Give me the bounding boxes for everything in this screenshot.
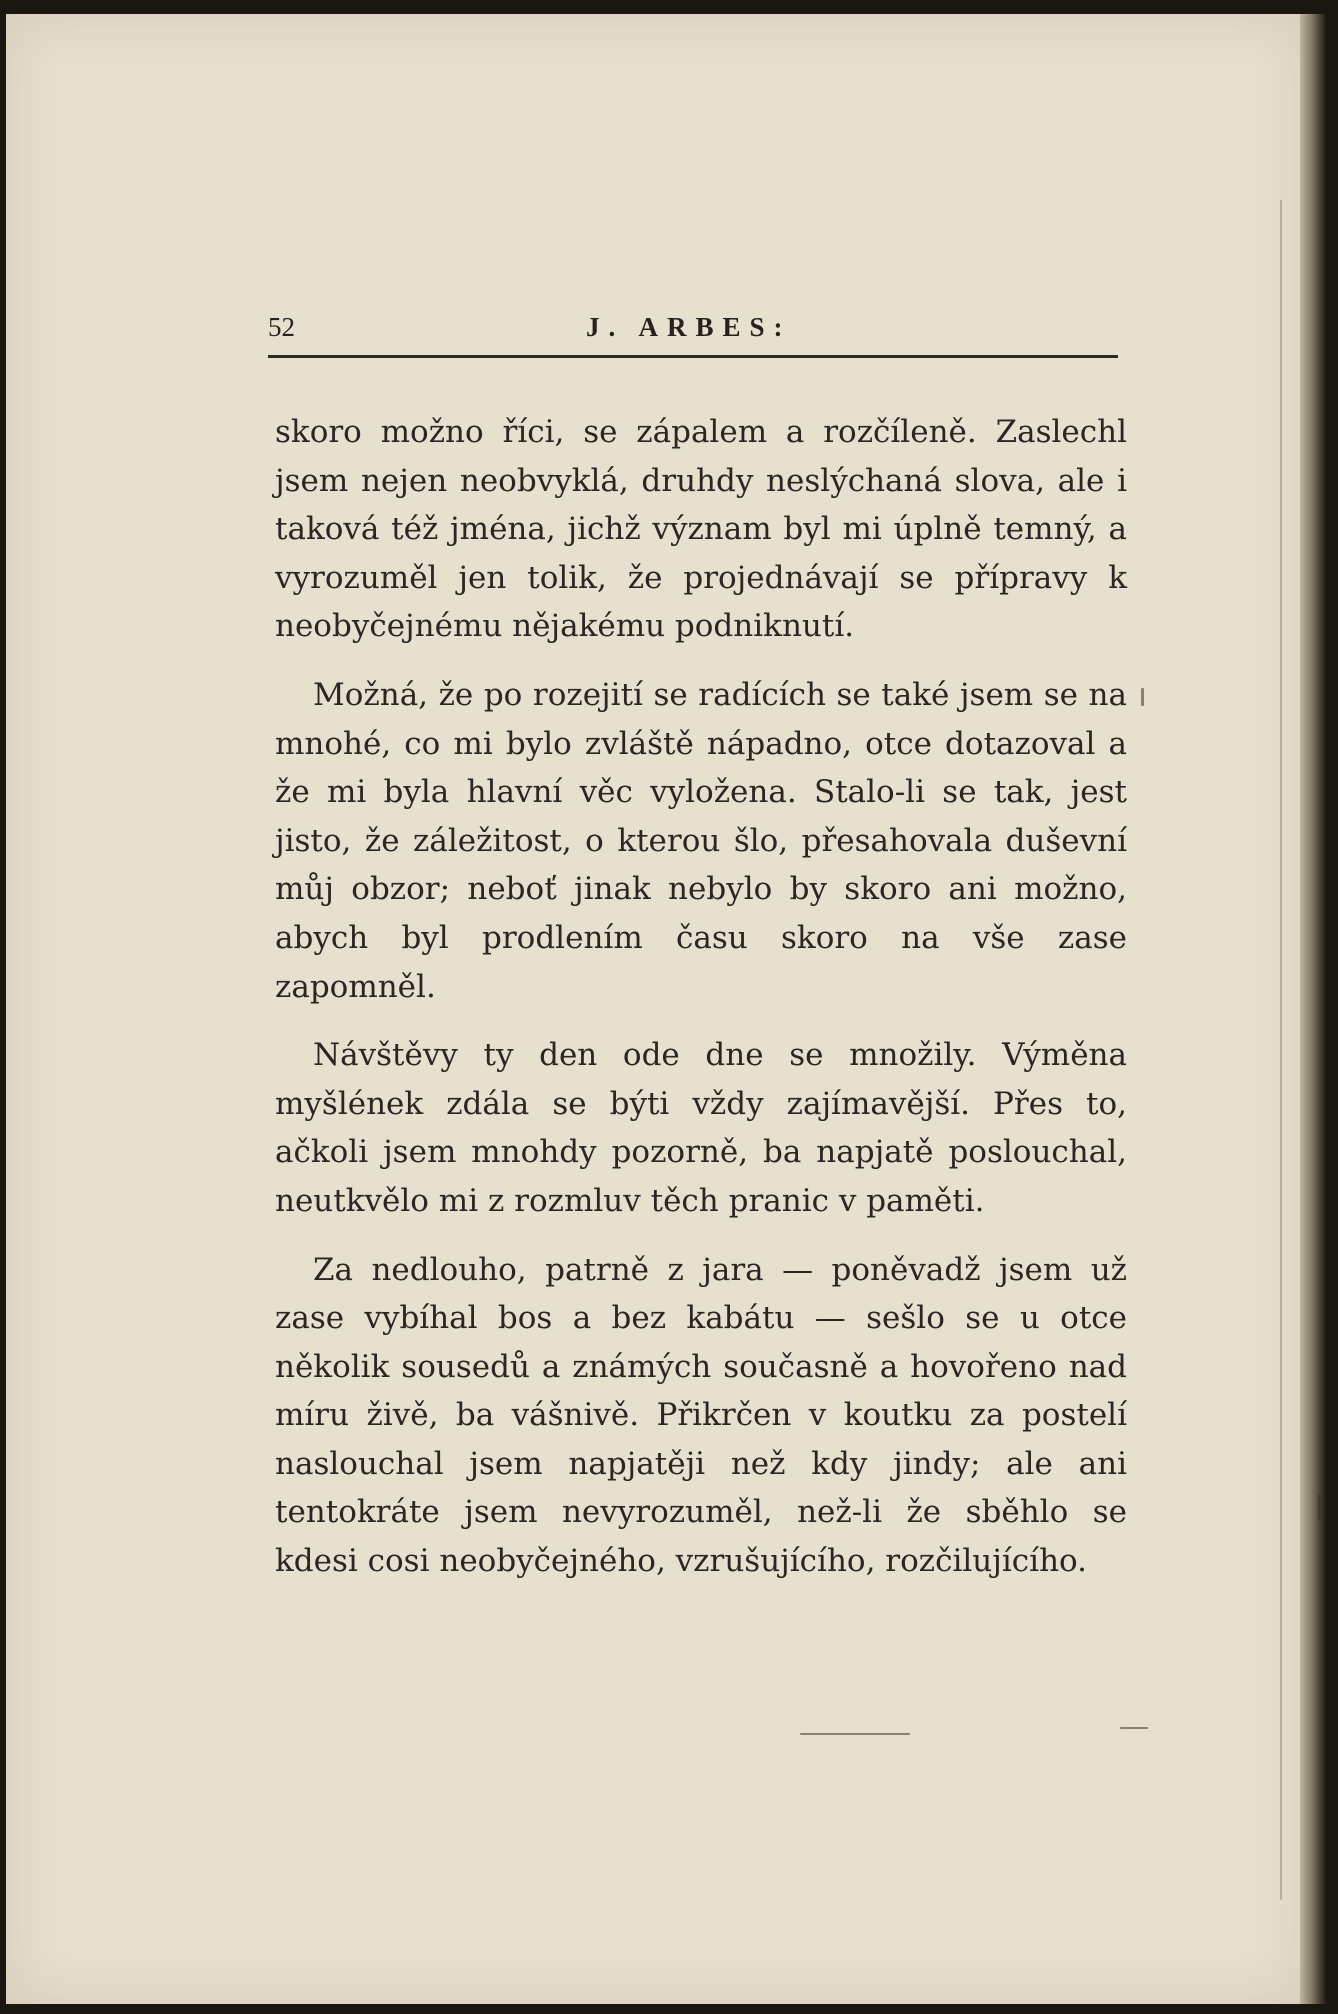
page-number: 52: [268, 312, 295, 342]
paragraph-2: Možná, že po rozejití se radících se také jsem se na mnohé, co mi bylo zvláště nápadno, otce dotazoval a že mi byla hlavní věc vyložena. Stalo-li se tak, jest jisto, že záležitost, o kterou šlo, přesahovala duševní můj obzor; neboť jinak nebylo by skoro ani možno, abych byl prodlením času skoro na vše zase zapomněl.: [275, 676, 1127, 1005]
body-text: [275, 408, 1127, 1586]
paragraph-1: skoro možno říci, se zápalem a rozčíleně. Zaslechl jsem nejen neobvyklá, druhdy neslýchaná slova, ale i taková též jména, jichž význam byl mi úplně temný, a vyrozuměl jen tolik, že projednávají se přípravy k neobyčejnému nějakému podniknutí.: [275, 414, 1127, 645]
book-binding-edge: [1300, 14, 1326, 2004]
running-title: J. ARBES:: [586, 312, 792, 342]
page-fold-shadow: [1280, 200, 1282, 1900]
print-speck: [1141, 688, 1144, 706]
paragraph-3: Návštěvy ty den ode dne se množily. Výměna myšlének zdála se býti vždy zajímavější. Přes to, ačkoli jsem mnohdy pozorně, ba napjatě poslouchal, neutkvělo mi z rozmluv těch pranic v paměti.: [275, 1037, 1127, 1219]
header-rule: [268, 355, 1118, 358]
running-header: [268, 312, 1118, 352]
print-speck: [800, 1733, 910, 1735]
print-speck: [1120, 1727, 1148, 1729]
paragraph-4: Za nedlouho, patrně z jara — poněvadž jsem už zase vybíhal bos a bez kabátu — sešlo se u otce několik sousedů a známých současně a hovořeno nad míru živě, ba vášnivě. Přikrčen v koutku za postelí naslouchal jsem napjatěji než kdy jindy; ale ani tentokráte jsem nevyrozuměl, než-li že sběhlo se kdesi cosi neobyčejného, vzrušujícího, rozčilujícího.: [275, 1251, 1127, 1580]
print-speck: [1318, 1494, 1321, 1520]
